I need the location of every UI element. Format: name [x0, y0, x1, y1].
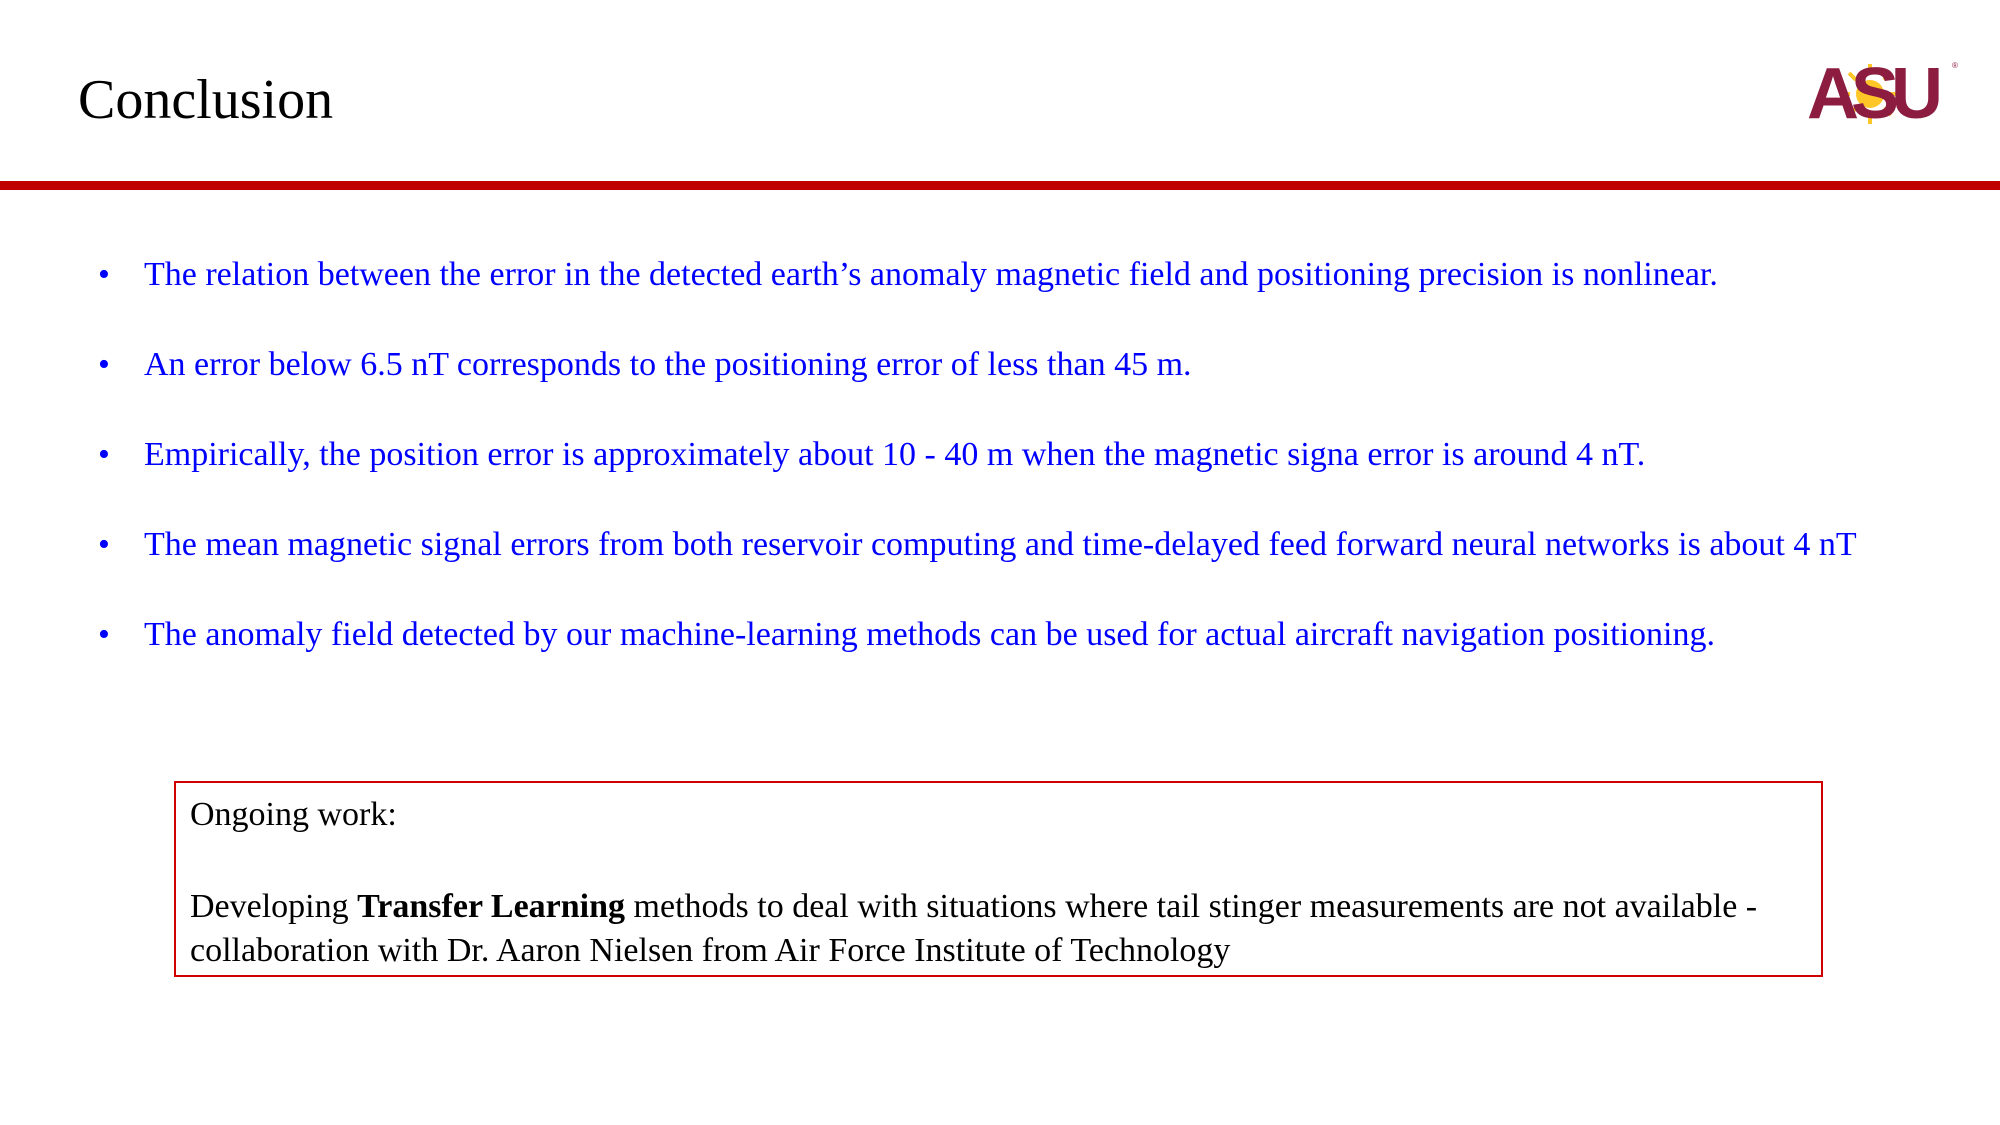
bullet-item: [92, 432, 1962, 478]
bullet-dot-icon: •: [98, 256, 110, 293]
bullet-item: [92, 522, 1962, 568]
bullet-item: [92, 342, 1962, 388]
ongoing-work-box: [174, 781, 1823, 977]
asu-logo: [1786, 56, 1956, 132]
registered-mark: ®: [1952, 61, 1958, 70]
ongoing-body-suffix: methods to deal with situations where tail stinger measurements are not available - collaboration with Dr. Aaron Nielsen from Air Force Institute of Technology: [190, 888, 1758, 969]
bullet-text: The relation between the error in the detected earth’s anomaly magnetic field and positioning precision is nonlinear.: [144, 256, 1718, 293]
bullet-item: [92, 612, 1962, 658]
bullet-dot-icon: •: [98, 526, 110, 563]
ongoing-work-heading: Ongoing work:: [190, 796, 397, 833]
bullet-text: The mean magnetic signal errors from both reservoir computing and time-delayed feed forward neural networks is about 4 nT: [144, 526, 1857, 563]
logo-wordmark: ASU: [1806, 54, 1936, 134]
bullet-text: Empirically, the position error is approximately about 10 - 40 m when the magnetic signa error is around 4 nT.: [144, 436, 1646, 473]
slide-title: Conclusion: [78, 69, 334, 131]
bullet-text: The anomaly field detected by our machine-learning methods can be used for actual aircraft navigation positioning.: [144, 616, 1715, 653]
header-divider: [0, 181, 2000, 190]
conclusion-bullet-list: [92, 252, 1962, 702]
bullet-dot-icon: •: [98, 346, 110, 383]
bullet-item: [92, 252, 1962, 298]
bullet-dot-icon: •: [98, 616, 110, 653]
ongoing-body-highlight: Transfer Learning: [357, 888, 626, 925]
ongoing-work-body: [190, 888, 1757, 969]
ongoing-body-prefix: Developing: [190, 888, 358, 925]
bullet-dot-icon: •: [98, 436, 110, 473]
bullet-text: An error below 6.5 nT corresponds to the positioning error of less than 45 m.: [144, 346, 1192, 383]
